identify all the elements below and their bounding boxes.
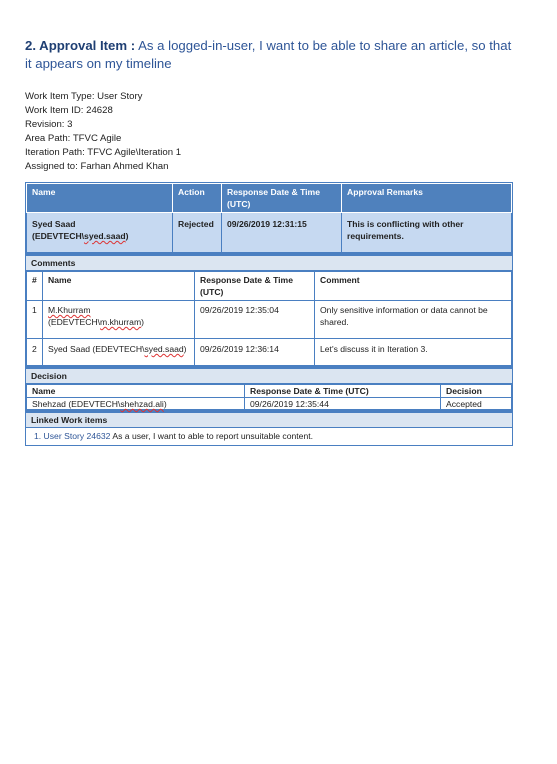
- meta-revision: Revision: 3: [25, 119, 73, 130]
- comment-author: [43, 339, 195, 366]
- approval-table: [26, 183, 512, 253]
- document-page: [25, 0, 513, 446]
- linked-work-item-link[interactable]: 1. User Story 24632: [34, 431, 111, 441]
- approval-name-cell: [27, 213, 173, 253]
- table-row: [27, 339, 512, 366]
- approval-header-remarks: Approval Remarks: [342, 184, 512, 213]
- comment-author-suffix: ): [183, 344, 187, 354]
- approver-account-suffix: ): [125, 231, 129, 241]
- comment-author-name: M.Khurram: [48, 305, 91, 315]
- comment-date: 09/26/2019 12:35:04: [195, 301, 315, 339]
- decision-date: 09/26/2019 12:35:44: [245, 398, 441, 410]
- comments-table: [26, 271, 512, 366]
- approval-item-heading: [25, 37, 513, 73]
- decision-section-title: Decision: [26, 369, 512, 384]
- comments-section-title: Comments: [26, 256, 512, 271]
- heading-number: 2. Approval Item :: [25, 38, 136, 53]
- decision-header-row: [27, 385, 512, 398]
- comment-author-prefix: Syed Saad (EDEVTECH\: [48, 344, 145, 354]
- heading-text: As a logged-in-user, I want to be able to share an article, so that it appears on my timeline: [25, 38, 512, 71]
- linked-work-item: [26, 428, 512, 445]
- comments-header-num: #: [27, 272, 43, 301]
- approval-header-date: Response Date & Time (UTC): [222, 184, 342, 213]
- comment-author-account-suffix: ): [141, 317, 144, 327]
- approval-row: [27, 213, 512, 253]
- decision-value: Accepted: [441, 398, 512, 410]
- approval-report-box: [25, 182, 513, 446]
- work-item-meta: [25, 90, 513, 174]
- decision-header-decision: Decision: [441, 385, 512, 398]
- comments-header-comment: Comment: [315, 272, 512, 301]
- comments-header-row: [27, 272, 512, 301]
- approval-header-name: Name: [27, 184, 173, 213]
- table-row: [27, 398, 512, 410]
- comment-author-username: syed.saad: [144, 344, 184, 354]
- comment-author-account-prefix: (EDEVTECH\: [48, 317, 101, 327]
- comment-author: [43, 301, 195, 339]
- approver-name: Syed Saad: [32, 219, 76, 229]
- decision-name: [27, 398, 245, 410]
- comment-num: 2: [27, 339, 43, 366]
- linked-work-item-text: As a user, I want to able to report unsuitable content.: [112, 431, 314, 441]
- comment-text: Let's discuss it in Iteration 3.: [315, 339, 512, 366]
- approval-action-cell: Rejected: [173, 213, 222, 253]
- linked-items-section-title: Linked Work items: [26, 413, 512, 428]
- meta-area-path: Area Path: TFVC Agile: [25, 133, 122, 144]
- meta-assigned-to: Assigned to: Farhan Ahmed Khan: [25, 161, 169, 172]
- decision-table: [26, 384, 512, 410]
- approval-date-cell: 09/26/2019 12:31:15: [222, 213, 342, 253]
- decision-username: shehzad.ali: [120, 399, 164, 409]
- decision-name-suffix: ): [163, 399, 167, 409]
- approval-header-action: Action: [173, 184, 222, 213]
- meta-work-item-id: Work Item ID: 24628: [25, 105, 113, 116]
- table-row: [27, 301, 512, 339]
- comments-header-date: Response Date & Time (UTC): [195, 272, 315, 301]
- decision-header-date: Response Date & Time (UTC): [245, 385, 441, 398]
- approval-header-row: [27, 184, 512, 213]
- approver-account: [32, 230, 167, 242]
- comment-num: 1: [27, 301, 43, 339]
- approval-remarks-cell: This is conflicting with other requirements.: [342, 213, 512, 253]
- comment-date: 09/26/2019 12:36:14: [195, 339, 315, 366]
- comment-author-account: [48, 316, 189, 328]
- decision-name-prefix: Shehzad (EDEVTECH\: [32, 399, 121, 409]
- comments-header-name: Name: [43, 272, 195, 301]
- meta-iteration-path: Iteration Path: TFVC Agile\Iteration 1: [25, 147, 182, 158]
- meta-work-item-type: Work Item Type: User Story: [25, 91, 143, 102]
- approver-account-prefix: (EDEVTECH\: [32, 231, 85, 241]
- approver-username: syed.saad: [84, 231, 126, 241]
- comment-text: Only sensitive information or data cannot be shared.: [315, 301, 512, 339]
- comment-author-username: m.khurram: [100, 317, 142, 327]
- decision-header-name: Name: [27, 385, 245, 398]
